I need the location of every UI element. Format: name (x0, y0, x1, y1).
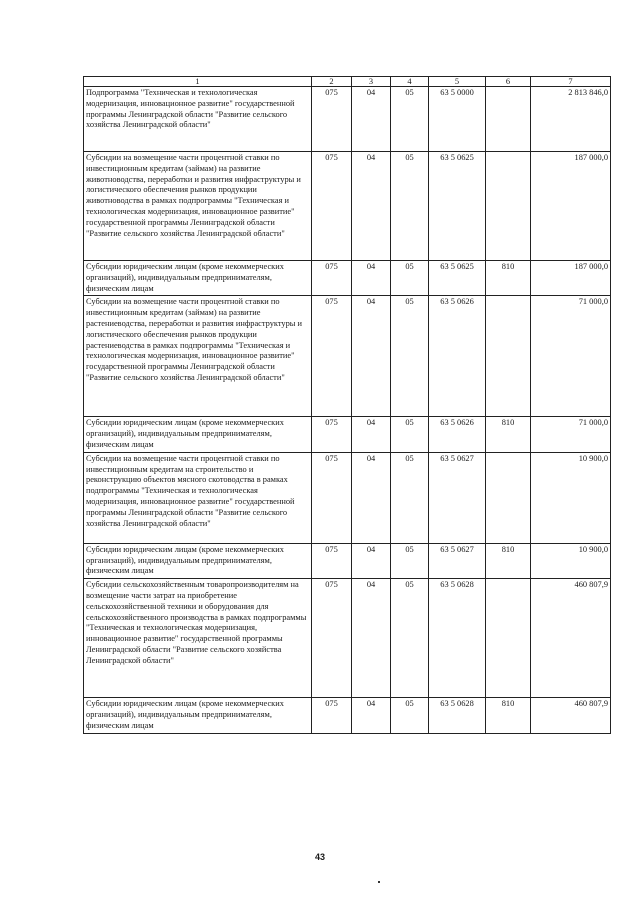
target-article-code: 63 5 0628 (429, 698, 486, 733)
ministry-code: 075 (312, 296, 352, 417)
table-row (84, 698, 611, 733)
page-number: 43 (314, 852, 325, 862)
row-name: Субсидии юридическим лицам (кроме некоммерческих организаций), индивидуальным предпринимателям, физическим лицам (84, 543, 312, 578)
target-article-code: 63 5 0627 (429, 543, 486, 578)
subsection-code: 05 (391, 87, 429, 152)
expense-type-code (486, 87, 531, 152)
table-header-row (84, 77, 611, 87)
ministry-code: 075 (312, 87, 352, 152)
expense-type-code (486, 296, 531, 417)
row-name: Субсидии юридическим лицам (кроме некоммерческих организаций), индивидуальным предпринимателям, физическим лицам (84, 698, 312, 733)
row-name: Подпрограмма "Техническая и технологическая модернизация, инновационное развитие" государственной программы Ленинградской области "Развитие сельского хозяйства Ленинградской области" (84, 87, 312, 152)
subsection-code: 05 (391, 452, 429, 543)
subsection-code: 05 (391, 543, 429, 578)
column-header: 3 (352, 77, 391, 87)
column-header: 5 (429, 77, 486, 87)
table-row (84, 579, 611, 698)
amount: 71 000,0 (531, 296, 611, 417)
expense-type-code (486, 579, 531, 698)
expense-type-code (486, 452, 531, 543)
row-name: Субсидии юридическим лицам (кроме некоммерческих организаций), индивидуальным предпринимателям, физическим лицам (84, 417, 312, 452)
section-code: 04 (352, 261, 391, 296)
amount: 460 807,9 (531, 579, 611, 698)
subsection-code: 05 (391, 296, 429, 417)
subsection-code: 05 (391, 417, 429, 452)
amount: 187 000,0 (531, 261, 611, 296)
row-name: Субсидии на возмещение части процентной ставки по инвестиционным кредитам на строительство и реконструкцию объектов мясного скотоводства в рамках подпрограммы "Техническая и технологическая модернизация, инновационное развитие" государственной программы Ленинградской области "Развитие сельского хозяйства Ленинградской области" (84, 452, 312, 543)
scan-speck (378, 881, 380, 883)
table-row (84, 87, 611, 152)
row-name: Субсидии на возмещение части процентной ставки по инвестиционным кредитам (займам) на развитие животноводства, переработки и развития инфраструктуры и логистического обеспечения рынков продукции животноводства в рамках подпрограммы "Техническая и технологическая модернизация, инновационное развитие" государственной программы Ленинградской области "Развитие сельского хозяйства Ленинградской области" (84, 152, 312, 261)
ministry-code: 075 (312, 261, 352, 296)
ministry-code: 075 (312, 452, 352, 543)
amount: 460 807,9 (531, 698, 611, 733)
section-code: 04 (352, 152, 391, 261)
subsection-code: 05 (391, 698, 429, 733)
section-code: 04 (352, 296, 391, 417)
subsection-code: 05 (391, 261, 429, 296)
column-header: 2 (312, 77, 352, 87)
section-code: 04 (352, 698, 391, 733)
section-code: 04 (352, 452, 391, 543)
target-article-code: 63 5 0628 (429, 579, 486, 698)
column-header: 6 (486, 77, 531, 87)
section-code: 04 (352, 417, 391, 452)
ministry-code: 075 (312, 698, 352, 733)
amount: 2 813 846,0 (531, 87, 611, 152)
target-article-code: 63 5 0626 (429, 296, 486, 417)
section-code: 04 (352, 579, 391, 698)
target-article-code: 63 5 0625 (429, 261, 486, 296)
expense-type-code: 810 (486, 698, 531, 733)
table-row (84, 296, 611, 417)
column-header: 1 (84, 77, 312, 87)
subsection-code: 05 (391, 579, 429, 698)
target-article-code: 63 5 0000 (429, 87, 486, 152)
column-header: 7 (531, 77, 611, 87)
target-article-code: 63 5 0627 (429, 452, 486, 543)
expense-type-code: 810 (486, 543, 531, 578)
subsection-code: 05 (391, 152, 429, 261)
row-name: Субсидии юридическим лицам (кроме некоммерческих организаций), индивидуальным предпринимателям, физическим лицам (84, 261, 312, 296)
column-header: 4 (391, 77, 429, 87)
ministry-code: 075 (312, 417, 352, 452)
row-name: Субсидии на возмещение части процентной ставки по инвестиционным кредитам (займам) на развитие растениеводства, переработки и развития инфраструктуры и логистического обеспечения рынков продукции растениеводства в рамках подпрограммы "Техническая и технологическая модернизация, инновационное развитие" государственной программы Ленинградской области "Развитие сельского хозяйства Ленинградской области" (84, 296, 312, 417)
expense-type-code: 810 (486, 261, 531, 296)
amount: 71 000,0 (531, 417, 611, 452)
section-code: 04 (352, 87, 391, 152)
ministry-code: 075 (312, 152, 352, 261)
table-row (84, 152, 611, 261)
section-code: 04 (352, 543, 391, 578)
ministry-code: 075 (312, 579, 352, 698)
amount: 10 900,0 (531, 452, 611, 543)
expense-type-code: 810 (486, 417, 531, 452)
row-name: Субсидии сельскохозяйственным товаропроизводителям на возмещение части затрат на приобретение сельскохозяйственной техники и оборудования для сельскохозяйственного производства в рамках подпрограммы "Техническая и технологическая модернизация, инновационное развитие" государственной программы Ленинградской области "Развитие сельского хозяйства Ленинградской области" (84, 579, 312, 698)
ministry-code: 075 (312, 543, 352, 578)
table-row (84, 417, 611, 452)
table-row (84, 452, 611, 543)
table-row (84, 261, 611, 296)
amount: 10 900,0 (531, 543, 611, 578)
table-row (84, 543, 611, 578)
budget-table (83, 76, 611, 734)
amount: 187 000,0 (531, 152, 611, 261)
target-article-code: 63 5 0625 (429, 152, 486, 261)
target-article-code: 63 5 0626 (429, 417, 486, 452)
expense-type-code (486, 152, 531, 261)
